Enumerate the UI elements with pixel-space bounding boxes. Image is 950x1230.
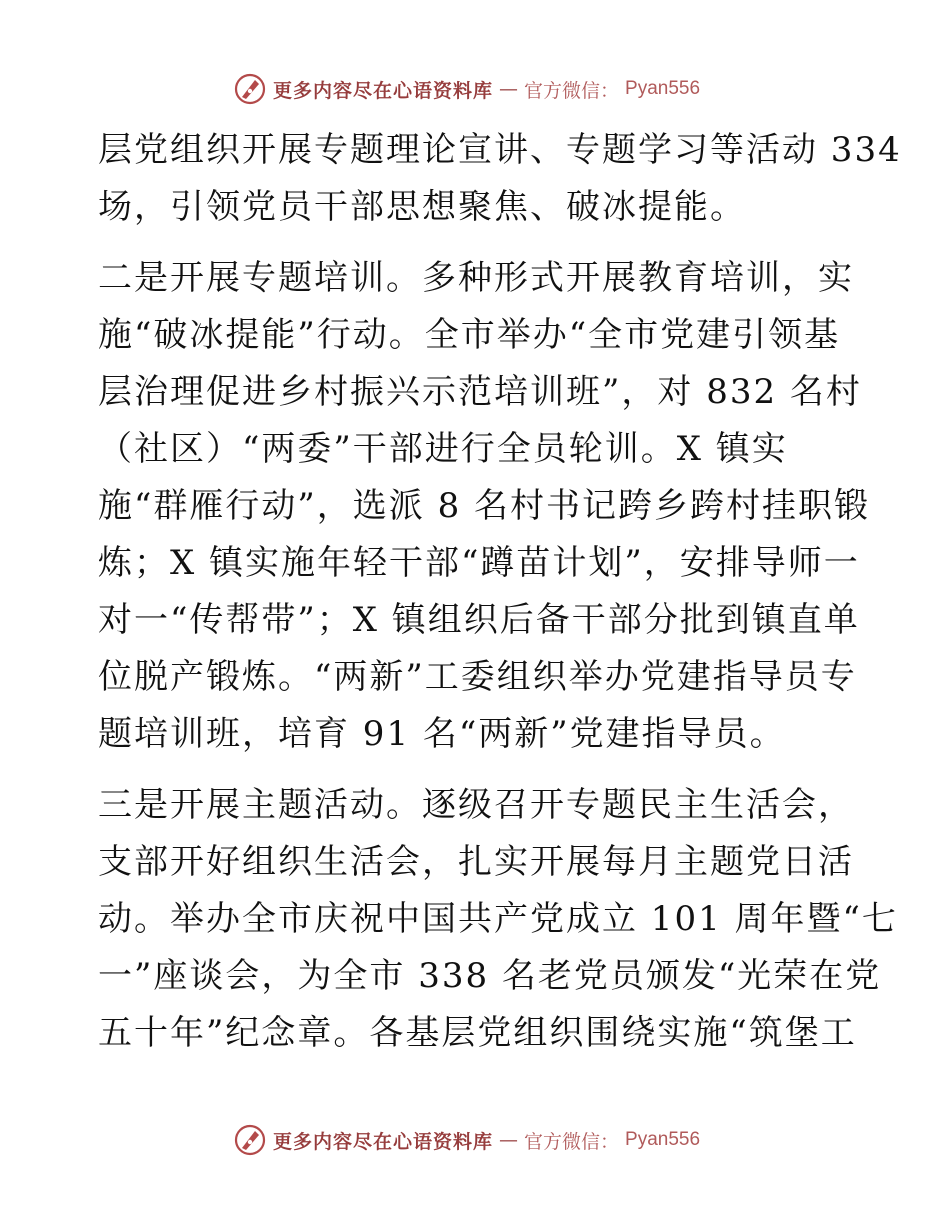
pen-nib-icon [233, 1123, 267, 1157]
watermark-wechat-id: Pyan556 [625, 1129, 701, 1150]
text-line: 层党组织开展专题理论宣讲、专题学习等活动 334 [98, 130, 902, 170]
text-line: 施“群雁行动”，选派 8 名村书记跨乡跨村挂职锻 [98, 486, 871, 526]
text-line: 三是开展主题活动。逐级召开专题民主生活会， [98, 785, 854, 825]
text-line: （社区）“两委”干部进行全员轮训。X 镇实 [98, 429, 788, 469]
text-line: 题培训班，培育 91 名“两新”党建指导员。 [98, 714, 786, 754]
text-line: 二是开展专题培训。多种形式开展教育培训，实 [98, 258, 854, 298]
text-line: 对一“传帮带”；X 镇组织后备干部分批到镇直单 [98, 600, 860, 640]
text-line: 位脱产锻炼。“两新”工委组织举办党建指导员专 [98, 657, 857, 697]
watermark-text: 更多内容尽在心语资料库 [273, 79, 494, 102]
paragraph-2 [98, 250, 871, 763]
text-line: 施“破冰提能”行动。全市举办“全市党建引领基 [98, 315, 841, 355]
text-line: 炼；X 镇实施年轻干部“蹲苗计划”，安排导师一 [98, 543, 860, 583]
watermark-wechat-id: Pyan556 [625, 78, 701, 99]
paragraph-3 [98, 777, 898, 1062]
watermark-separator: — [499, 78, 519, 100]
document-body [98, 122, 902, 1062]
text-line: 支部开好组织生活会，扎实开展每月主题党日活 [98, 842, 854, 882]
text-line: 一”座谈会，为全市 338 名老党员颁发“光荣在党 [98, 956, 882, 996]
header-watermark [233, 72, 700, 106]
text-line: 层治理促进乡村振兴示范培训班”，对 832 名村 [98, 372, 862, 412]
watermark-contact-label: 官方微信： [524, 79, 620, 102]
paragraph-1 [98, 122, 902, 236]
watermark-text: 更多内容尽在心语资料库 [273, 1130, 494, 1153]
text-line: 五十年”纪念章。各基层党组织围绕实施“筑堡工 [98, 1013, 857, 1053]
watermark-separator: — [499, 1129, 519, 1151]
footer-watermark [233, 1123, 700, 1157]
pen-nib-icon [233, 72, 267, 106]
text-line: 场，引领党员干部思想聚焦、破冰提能。 [98, 187, 746, 227]
watermark-contact-label: 官方微信： [524, 1130, 620, 1153]
text-line: 动。举办全市庆祝中国共产党成立 101 周年暨“七 [98, 899, 898, 939]
